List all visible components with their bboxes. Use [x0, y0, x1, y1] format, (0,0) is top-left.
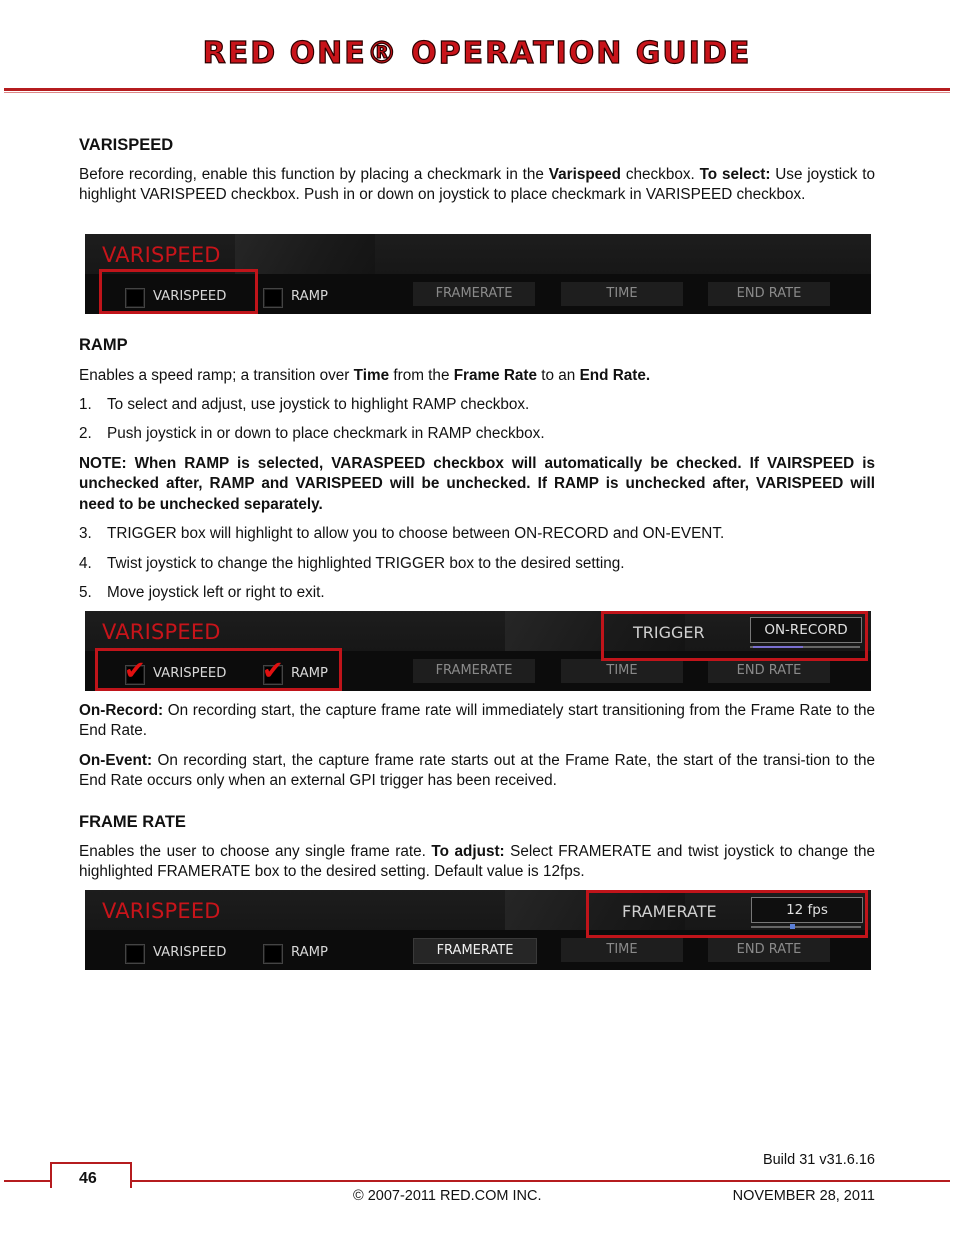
varispeed-panel-1 — [85, 234, 871, 314]
framerate-tab[interactable]: FRAMERATE — [413, 282, 535, 306]
on-event-description: On-Event: On recording start, the capture frame rate starts out at the Frame Rate, the start of the transi-tion to the End Rate occurs only when an external GPI trigger has been received. — [79, 752, 875, 790]
varispeed-checkbox-label: VARISPEED — [153, 289, 227, 304]
copyright: © 2007-2011 RED.COM INC. — [353, 1188, 542, 1204]
endrate-tab[interactable]: END RATE — [708, 938, 830, 962]
panel-title: VARISPEED — [102, 899, 221, 923]
footer-date: NOVEMBER 28, 2011 — [732, 1188, 875, 1204]
varispeed-panel-3 — [85, 890, 871, 970]
list-item: 3. TRIGGER box will highlight to allow you to choose between ON-RECORD and ON-EVENT. — [79, 525, 725, 542]
varispeed-checkbox-label: VARISPEED — [153, 666, 227, 681]
varispeed-checkbox[interactable] — [125, 944, 145, 964]
time-tab[interactable]: TIME — [561, 659, 683, 683]
ramp-intro: Enables a speed ramp; a transition over Time from the Frame Rate to an End Rate. — [79, 367, 651, 384]
panel-title: VARISPEED — [102, 620, 221, 644]
varispeed-checkbox-label: VARISPEED — [153, 945, 227, 960]
ramp-checkbox-label: RAMP — [291, 666, 328, 681]
highlight-box — [99, 269, 258, 314]
framerate-tab[interactable]: FRAMERATE — [413, 659, 535, 683]
varispeed-heading: VARISPEED — [79, 136, 174, 154]
framerate-heading: FRAME RATE — [79, 813, 186, 831]
ramp-checkbox-label: RAMP — [291, 289, 328, 304]
list-item: 1. To select and adjust, use joystick to highlight RAMP checkbox. — [79, 396, 530, 413]
highlight-box — [586, 890, 868, 938]
build-version: Build 31 v31.6.16 — [762, 1152, 875, 1168]
ramp-heading: RAMP — [79, 336, 128, 354]
header-divider-thin — [4, 92, 950, 93]
on-record-description: On-Record: On recording start, the capture frame rate will immediately start transitioning from the Frame Rate to the End Rate. — [79, 702, 875, 740]
list-item: 4. Twist joystick to change the highlighted TRIGGER box to the desired setting. — [79, 555, 625, 572]
footer-divider — [4, 1180, 950, 1182]
endrate-tab[interactable]: END RATE — [708, 282, 830, 306]
ramp-checkbox[interactable] — [263, 944, 283, 964]
checkmark-icon: ✔ — [262, 656, 284, 686]
framerate-value-box[interactable]: 12 fps — [751, 897, 863, 923]
endrate-tab[interactable]: END RATE — [708, 659, 830, 683]
framerate-body: Enables the user to choose any single frame rate. To adjust: Select FRAMERATE and twist joystick to change the highlighted FRAMERATE box to the desired setting. Default value is 12fps. — [79, 843, 875, 881]
time-tab[interactable]: TIME — [561, 938, 683, 962]
framerate-tab[interactable]: FRAMERATE — [413, 938, 537, 964]
ramp-checkbox[interactable] — [263, 288, 283, 308]
framerate-field-label: FRAMERATE — [622, 902, 717, 921]
header-divider — [4, 88, 950, 91]
trigger-value-box[interactable]: ON-RECORD — [750, 617, 862, 643]
ramp-note: NOTE: When RAMP is selected, VARASPEED checkbox will automatically be checked. If VAIRSPEED is unchecked after, RAMP and VARISPEED will be unchecked. If RAMP is unchecked after, VARISPEED will need to be unchecked separately. — [79, 455, 875, 513]
checkmark-icon: ✔ — [124, 656, 146, 686]
varispeed-panel-2 — [85, 611, 871, 691]
time-tab[interactable]: TIME — [561, 282, 683, 306]
trigger-label: TRIGGER — [633, 623, 705, 642]
page-number: 46 — [79, 1170, 97, 1187]
panel-title: VARISPEED — [102, 243, 221, 267]
list-item: 2. Push joystick in or down to place checkmark in RAMP checkbox. — [79, 425, 545, 442]
list-item: 5. Move joystick left or right to exit. — [79, 584, 325, 601]
varispeed-body: Before recording, enable this function by placing a checkmark in the Varispeed checkbox. To select: Use joystick to highlight VARISPEED checkbox. Push in or down on joystick to place checkmark in VARISPEED checkbox. — [79, 166, 876, 204]
highlight-box — [95, 648, 342, 691]
ramp-checkbox-label: RAMP — [291, 945, 328, 960]
page-header-title: RED ONE® OPERATION GUIDE — [202, 36, 752, 71]
highlight-box — [601, 611, 868, 661]
